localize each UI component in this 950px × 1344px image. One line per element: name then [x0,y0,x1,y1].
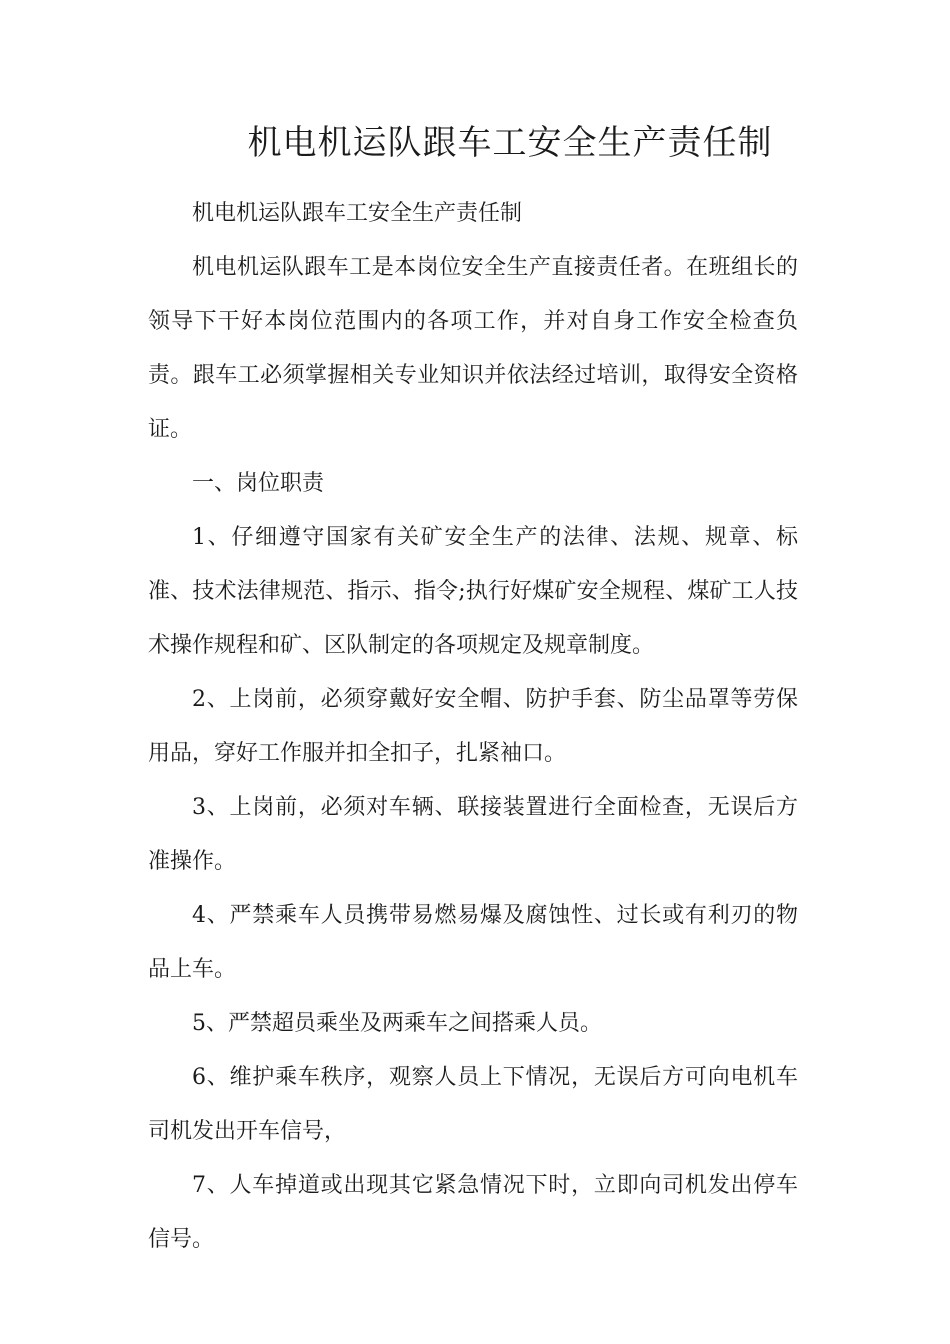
duty-item-7: 7、人车掉道或出现其它紧急情况下时，立即向司机发出停车信号。 [148,1173,798,1252]
section-heading: 一、岗位职责 [192,471,325,496]
duty-item-1: 1、仔细遵守国家有关矿安全生产的法律、法规、规章、标准、技术法律规范、指示、指令;执行好煤矿安全规程、煤矿工人技术操作规程和矿、区队制定的各项规定及规章制度。 [148,525,798,658]
document-title: 机电机运队跟车工安全生产责任制 [247,123,773,163]
duty-item-3: 3、上岗前，必须对车辆、联接装置进行全面检查，无误后方准操作。 [148,795,798,874]
subtitle-paragraph: 机电机运队跟车工安全生产责任制 [192,201,523,226]
duty-item-6: 6、维护乘车秩序，观察人员上下情况，无误后方可向电机车司机发出开车信号， [148,1065,798,1144]
duty-item-4: 4、严禁乘车人员携带易燃易爆及腐蚀性、过长或有利刃的物品上车。 [148,903,798,982]
document-body [148,187,798,1267]
duty-item-2: 2、上岗前，必须穿戴好安全帽、防护手套、防尘品罩等劳保用品，穿好工作服并扣全扣子，扎紧袖口。 [148,687,798,766]
duty-item-5: 5、严禁超员乘坐及两乘车之间搭乘人员。 [192,1011,602,1036]
intro-paragraph: 机电机运队跟车工是本岗位安全生产直接责任者。在班组长的领导下干好本岗位范围内的各项工作，并对自身工作安全检查负责。跟车工必须掌握相关专业知识并依法经过培训，取得安全资格证。 [148,255,798,442]
